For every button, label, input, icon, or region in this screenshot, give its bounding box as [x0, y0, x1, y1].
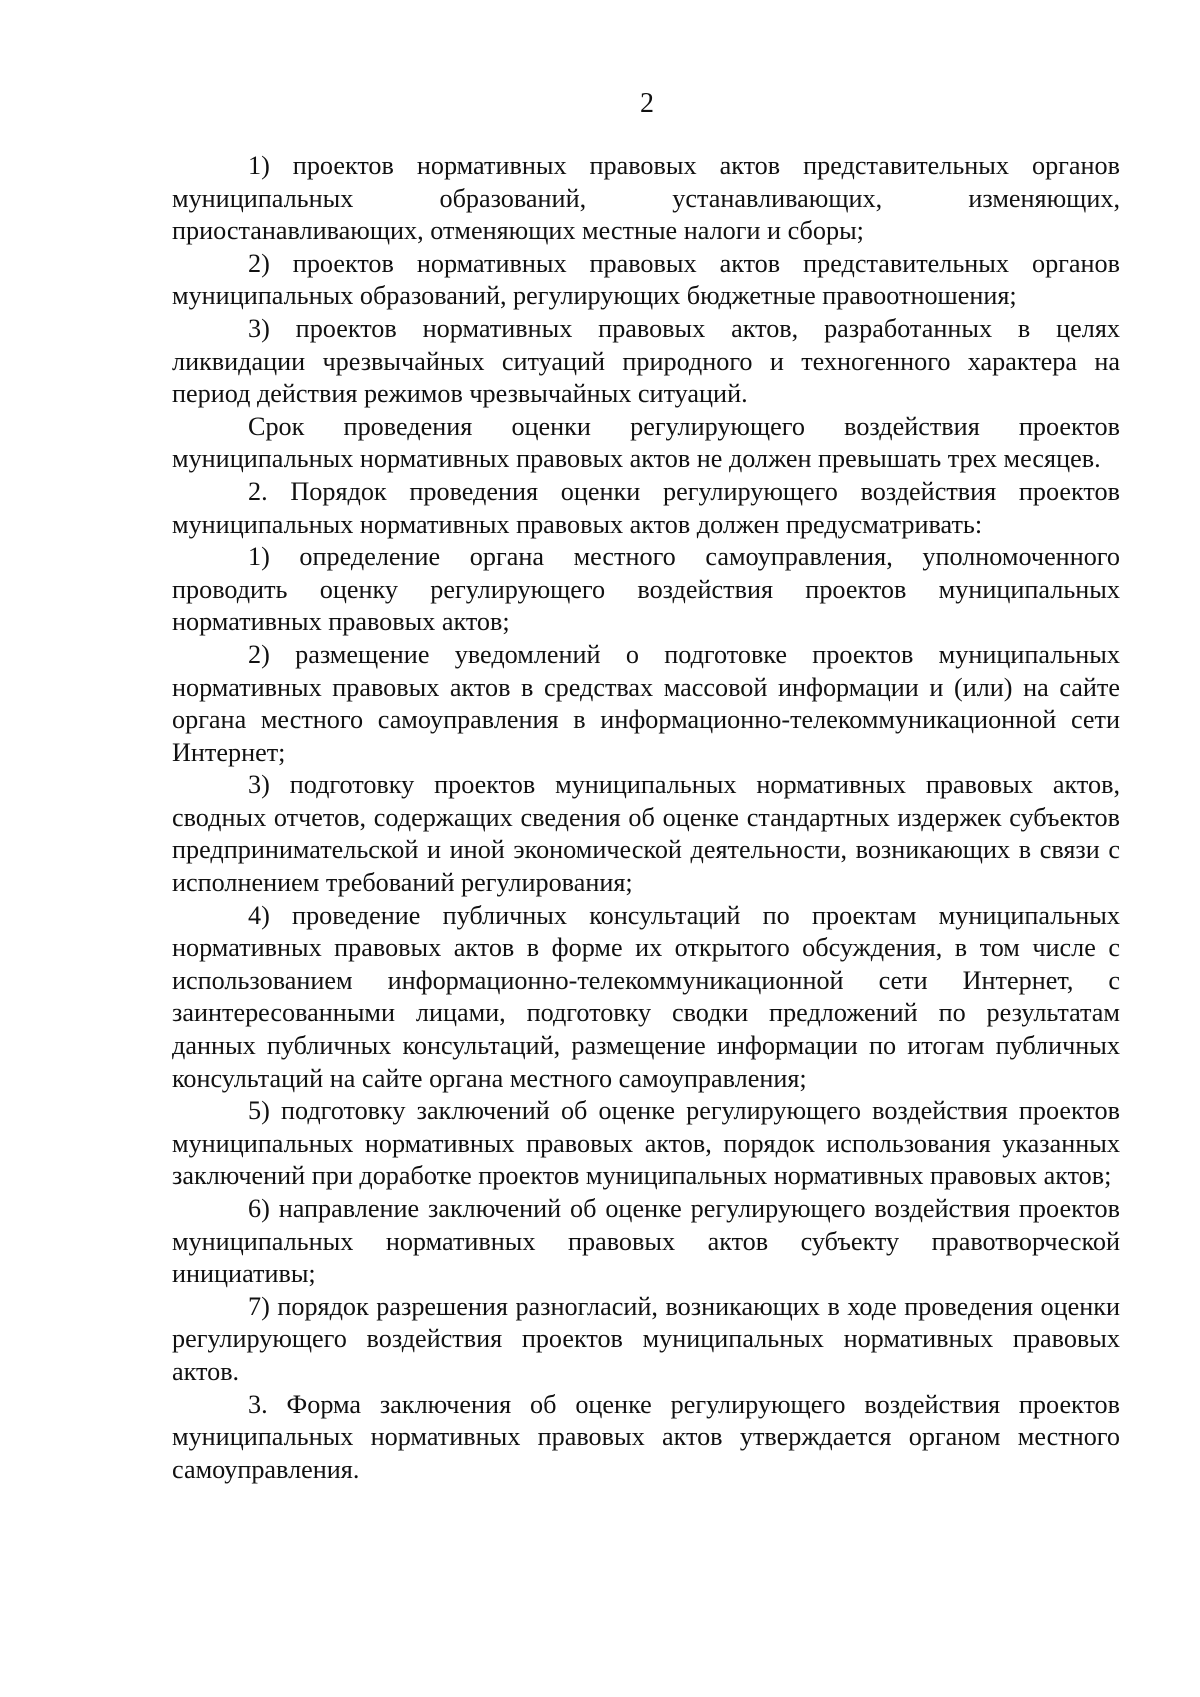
- paragraph: 3) проектов нормативных правовых актов, разработанных в целях ликвидации чрезвычайных ситуаций природного и техногенного характера на период действия режимов чрезвычайных ситуаций.: [172, 313, 1120, 409]
- paragraph: 3. Форма заключения об оценке регулирующего воздействия проектов муниципальных нормативных правовых актов утверждается органом местного самоуправления.: [172, 1389, 1120, 1484]
- paragraph: 5) подготовку заключений об оценке регулирующего воздействия проектов муниципальных нормативных правовых актов, порядок использования указанных заключений при доработке проектов муниципальных нормативных правовых актов;: [172, 1096, 1120, 1191]
- paragraph: 7) порядок разрешения разногласий, возникающих в ходе проведения оценки регулирующего воздействия проектов муниципальных нормативных правовых актов.: [172, 1291, 1120, 1386]
- paragraph: 3) подготовку проектов муниципальных нормативных правовых актов, сводных отчетов, содержащих сведения об оценке стандартных издержек субъектов предпринимательской и иной экономической деятельности, возникающих в связи с исполнением требований регулирования;: [172, 770, 1120, 898]
- page-number: 2: [640, 88, 654, 119]
- paragraph: 4) проведение публичных консультаций по проектам муниципальных нормативных правовых актов в форме их открытого обсуждения, в том числе с использованием информационно-телекоммуникационной сети Интернет, с заинтересованными лицами, подготовку сводки предложений по результатам данных публичных консультаций, размещение информации по итогам публичных консультаций на сайте органа местного самоуправления;: [172, 900, 1120, 1093]
- paragraph: 2. Порядок проведения оценки регулирующего воздействия проектов муниципальных нормативных правовых актов должен предусматривать:: [172, 476, 1120, 539]
- paragraph: 2) проектов нормативных правовых актов представительных органов муниципальных образований, регулирующих бюджетные правоотношения;: [172, 248, 1120, 311]
- paragraph: 6) направление заключений об оценке регулирующего воздействия проектов муниципальных нормативных правовых актов субъекту правотворческой инициативы;: [172, 1194, 1120, 1289]
- paragraph: 1) определение органа местного самоуправления, уполномоченного проводить оценку регулирующего воздействия проектов муниципальных нормативных правовых актов;: [172, 542, 1120, 637]
- paragraph: 2) размещение уведомлений о подготовке проектов муниципальных нормативных правовых актов в средствах массовой информации и (или) на сайте органа местного самоуправления в информационно-телекоммуникационной сети Интернет;: [172, 639, 1120, 767]
- document-body: [172, 150, 1120, 1486]
- paragraph: Срок проведения оценки регулирующего воздействия проектов муниципальных нормативных правовых актов не должен превышать трех месяцев.: [172, 411, 1120, 474]
- paragraph: 1) проектов нормативных правовых актов представительных органов муниципальных образований, устанавливающих, изменяющих, приостанавливающих, отменяющих местные налоги и сборы;: [172, 151, 1120, 246]
